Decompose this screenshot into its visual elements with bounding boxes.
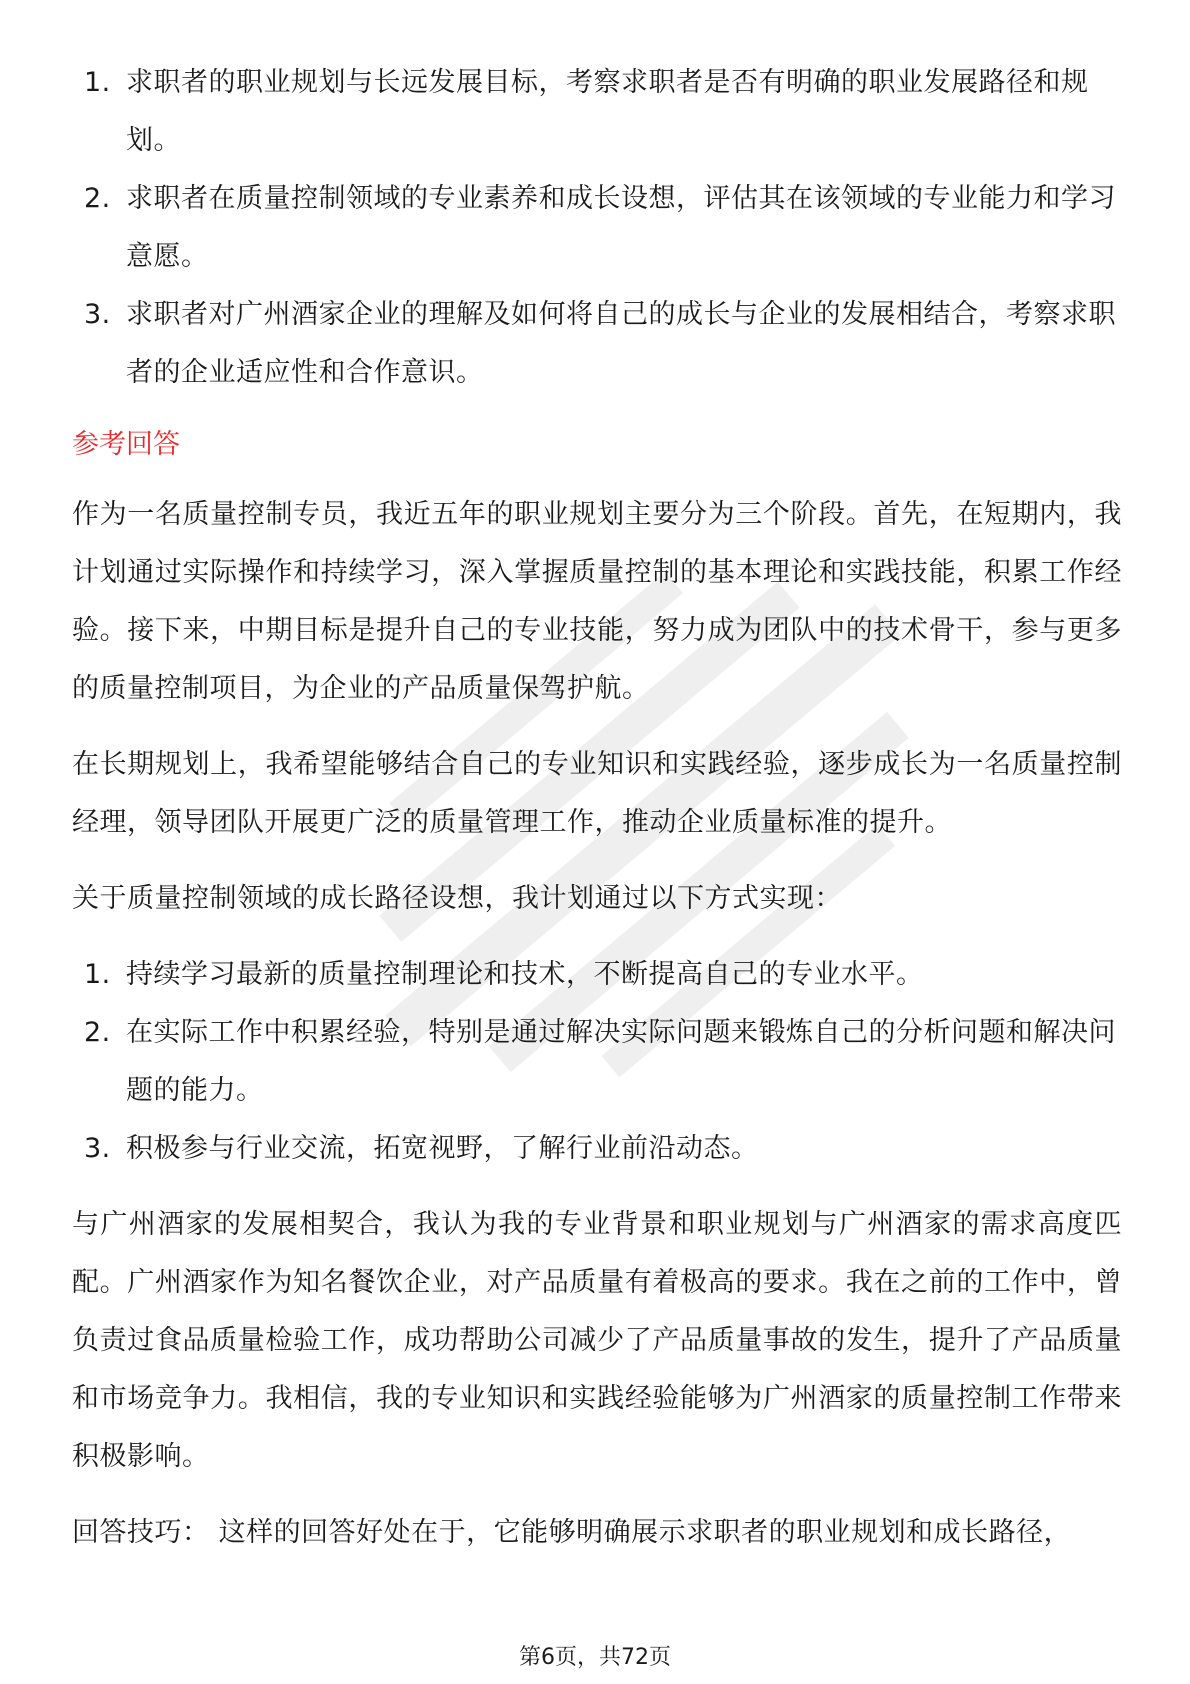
list-item-text: 持续学习最新的质量控制理论和技术，不断提高自己的专业水平。 <box>126 959 924 990</box>
list-item <box>72 286 1122 402</box>
answer-paragraph-long-term: 在长期规划上，我希望能够结合自己的专业知识和实践经验，逐步成长为一名质量控制经理，领导团队开展更广泛的质量管理工作，推动企业质量标准的提升。 <box>72 749 1122 838</box>
list-item-number: 3. <box>84 299 111 330</box>
answer-paragraph-growth-intro: 关于质量控制领域的成长路径设想，我计划通过以下方式实现： <box>72 883 842 914</box>
document-page <box>72 54 1122 1580</box>
page-number-footer: 第6页，共72页 <box>519 1645 671 1670</box>
list-item <box>72 54 1122 170</box>
list-item-number: 1. <box>84 67 111 98</box>
answer-paragraph-career-plan: 作为一名质量控制专员，我近五年的职业规划主要分为三个阶段。首先，在短期内，我计划通过实际操作和持续学习，深入掌握质量控制的基本理论和实践技能，积累工作经验。接下来，中期目标是提升自己的专业技能，努力成为团队中的技术骨干，参与更多的质量控制项目，为企业的产品质量保驾护航。 <box>72 499 1122 704</box>
list-item-number: 1. <box>84 959 111 990</box>
list-item <box>72 1120 1122 1178</box>
growth-steps-list <box>72 946 1122 1178</box>
reference-answer-heading: 参考回答 <box>72 429 180 460</box>
list-item-text: 求职者在质量控制领域的专业素养和成长设想，评估其在该领域的专业能力和学习意愿。 <box>126 183 1116 272</box>
list-item-text: 求职者的职业规划与长远发展目标，考察求职者是否有明确的职业发展路径和规划。 <box>126 67 1089 156</box>
answer-paragraph-company-fit: 与广州酒家的发展相契合，我认为我的专业背景和职业规划与广州酒家的需求高度匹配。广州酒家作为知名餐饮企业，对产品质量有着极高的要求。我在之前的工作中，曾负责过食品质量检验工作，成功帮助公司减少了产品质量事故的发生，提升了产品质量和市场竞争力。我相信，我的专业知识和实践经验能够为广州酒家的质量控制工作带来积极影响。 <box>72 1209 1122 1472</box>
list-item <box>72 1004 1122 1120</box>
list-item-text: 求职者对广州酒家企业的理解及如何将自己的成长与企业的发展相结合，考察求职者的企业适应性和合作意识。 <box>126 299 1116 388</box>
list-item-number: 2. <box>84 183 111 214</box>
list-item <box>72 170 1122 286</box>
list-item-number: 3. <box>84 1133 111 1164</box>
list-item <box>72 946 1122 1004</box>
list-item-text: 在实际工作中积累经验，特别是通过解决实际问题来锻炼自己的分析问题和解决问题的能力。 <box>126 1017 1116 1106</box>
list-item-text: 积极参与行业交流，拓宽视野，了解行业前沿动态。 <box>126 1133 759 1164</box>
list-item-number: 2. <box>84 1017 111 1048</box>
answer-tips: 回答技巧： 这样的回答好处在于，它能够明确展示求职者的职业规划和成长路径， <box>72 1517 1072 1548</box>
assessment-criteria-list <box>72 54 1122 402</box>
